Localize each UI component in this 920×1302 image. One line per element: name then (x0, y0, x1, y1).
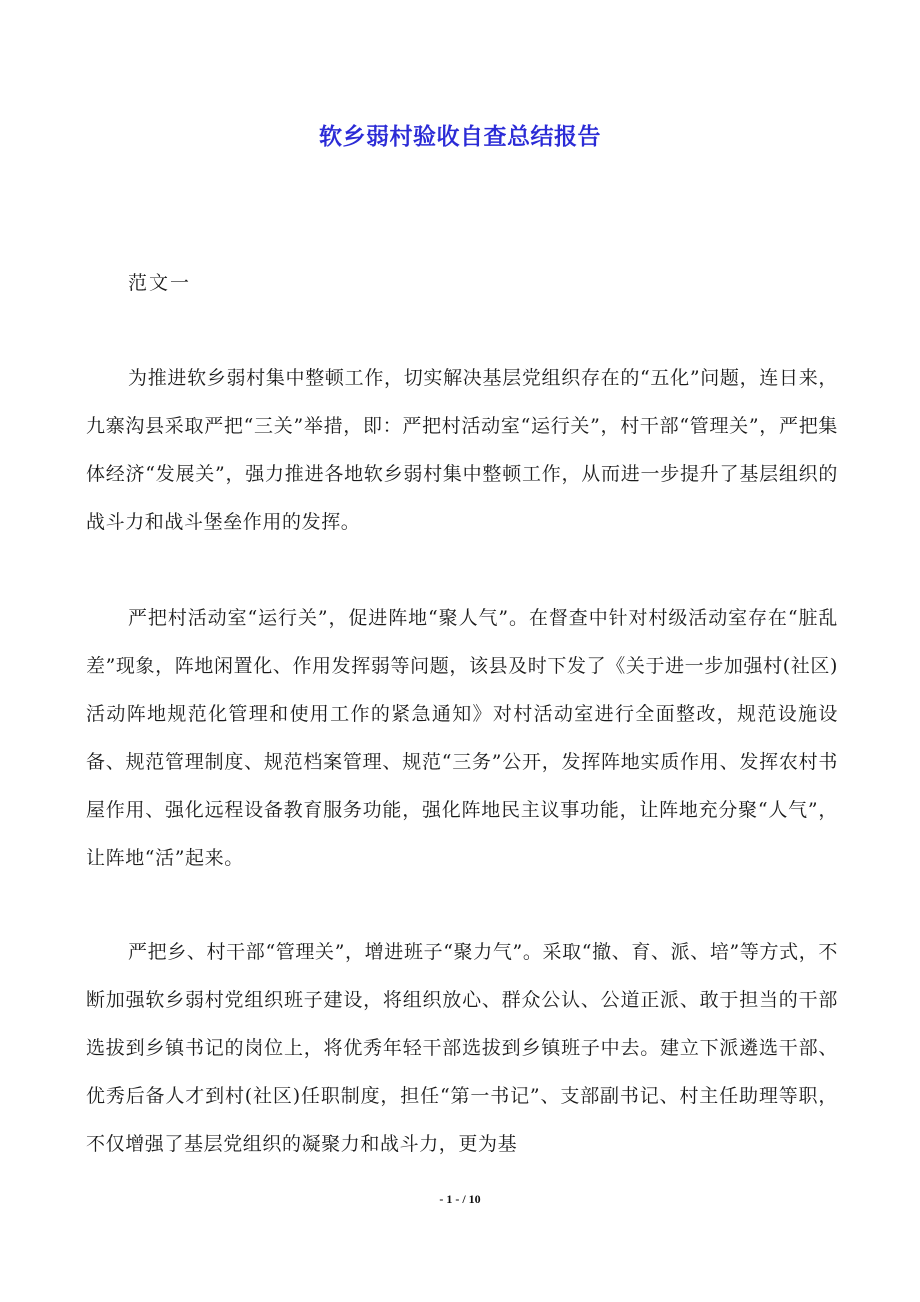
body-paragraph-2: 严把村活动室“运行关”，促进阵地“聚人气”。在督查中针对村级活动室存在“脏乱差”现象，阵地闲置化、作用发挥弱等问题，该县及时下发了《关于进一步加强村(社区)活动阵地规范化管理和使用工作的紧急通知》对村活动室进行全面整改，规范设施设备、规范管理制度、规范档案管理、规范“三务”公开，发挥阵地实质作用、发挥农村书屋作用、强化远程设备教育服务功能，强化阵地民主议事功能，让阵地充分聚“人气”，让阵地“活”起来。 (86, 607, 838, 869)
document-title: 软乡弱村验收自查总结报告 (319, 124, 601, 150)
section-label: 范文一 (128, 272, 192, 294)
body-paragraph-1: 为推进软乡弱村集中整顿工作，切实解决基层党组织存在的“五化”问题，连日来，九寨沟县采取严把“三关”举措，即：严把村活动室“运行关”，村干部“管理关”，严把集体经济“发展关”，强力推进各地软乡弱村集中整顿工作，从而进一步提升了基层组织的战斗力和战斗堡垒作用的发挥。 (86, 367, 838, 533)
page-number: - 1 - / 10 (439, 1192, 481, 1206)
body-paragraph-3: 严把乡、村干部“管理关”，增进班子“聚力气”。采取“撤、育、派、培”等方式，不断加强软乡弱村党组织班子建设，将组织放心、群众公认、公道正派、敢于担当的干部选拔到乡镇书记的岗位上，将优秀年轻干部选拔到乡镇班子中去。建立下派遴选干部、优秀后备人才到村(社区)任职制度，担任“第一书记”、支部副书记、村主任助理等职，不仅增强了基层党组织的凝聚力和战斗力，更为基 (86, 941, 838, 1155)
